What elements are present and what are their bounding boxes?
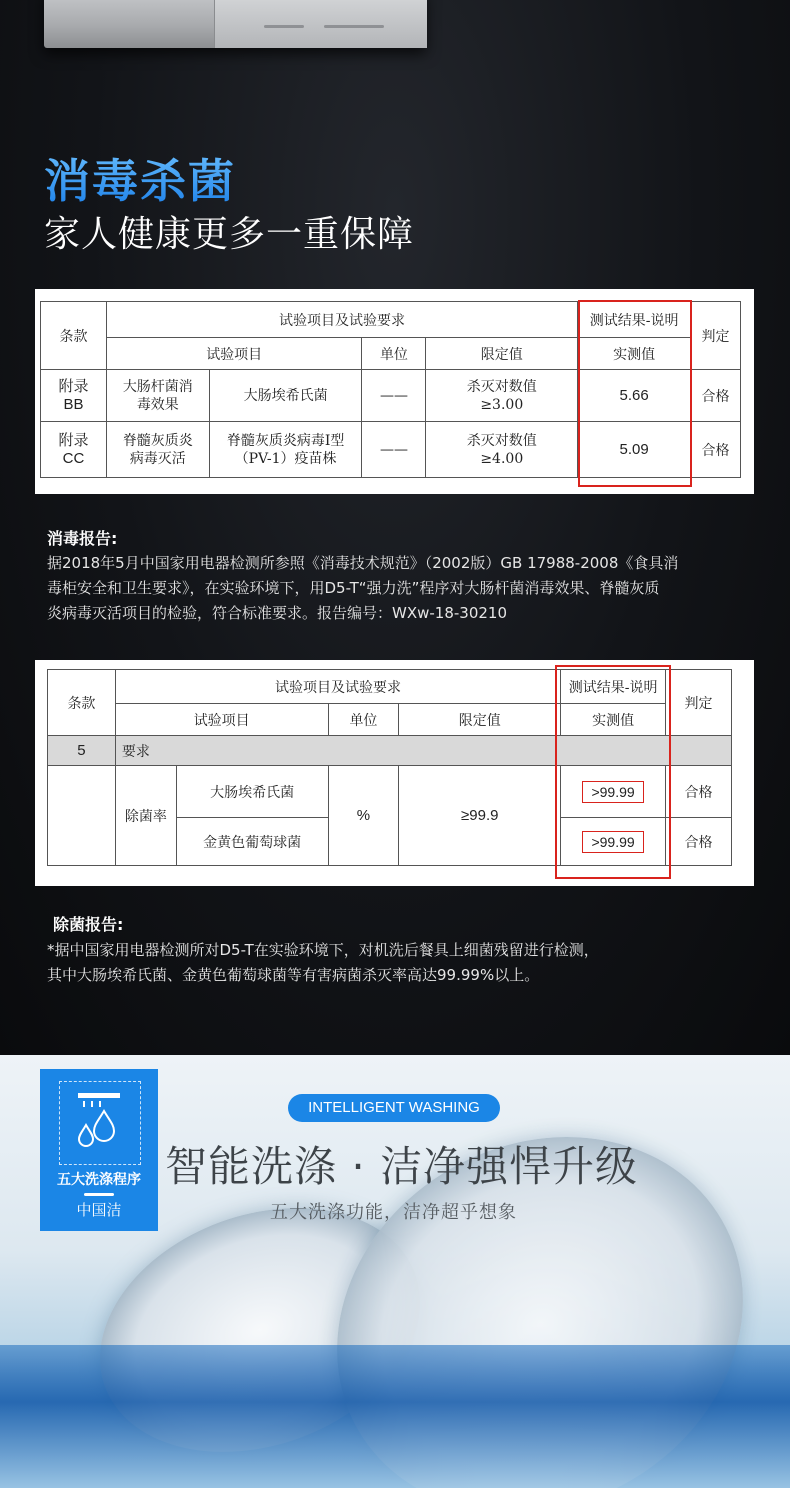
table-row bbox=[48, 766, 732, 818]
cell-judge: 合格 bbox=[666, 766, 732, 818]
header-items-requirements: 试验项目及试验要求 bbox=[115, 670, 560, 704]
disinfection-table bbox=[40, 301, 741, 478]
rate-label: 除菌率 bbox=[115, 766, 176, 866]
header-judge: 判定 bbox=[666, 670, 732, 736]
cell-value: 5.09 bbox=[578, 422, 691, 478]
section-number: 5 bbox=[48, 736, 116, 766]
cell-judge: 合格 bbox=[666, 818, 732, 866]
sterilization-report-body: *据中国家用电器检测所对D5-T在实验环境下，对机洗后餐具上细菌残留进行检测， 其中大肠埃希氏菌、金黄色葡萄球菌等有害病菌杀灭率高达99.99%以上。 bbox=[47, 941, 599, 984]
cell-judge: 合格 bbox=[691, 370, 741, 422]
cell-unit: —— bbox=[362, 422, 426, 478]
header-measured: 实测值 bbox=[561, 704, 666, 736]
cell-value: 5.66 bbox=[578, 370, 691, 422]
sterilization-table bbox=[47, 669, 732, 866]
cell-unit: —— bbox=[362, 370, 426, 422]
value-highlight: >99.99 bbox=[582, 831, 643, 853]
cell-limit: ≥99.9 bbox=[399, 766, 561, 866]
cell-item: 金黄色葡萄球菌 bbox=[176, 818, 328, 866]
badge-subtitle: 中国洁 bbox=[76, 1201, 122, 1219]
cell-clause: 附录 CC bbox=[41, 422, 107, 478]
header-limit: 限定值 bbox=[399, 704, 561, 736]
header-clause: 条款 bbox=[41, 302, 107, 370]
disinfection-table-card bbox=[35, 289, 754, 494]
cell-limit: 杀灭对数值 ≥3.00 bbox=[426, 370, 578, 422]
cell-item-b: 脊髓灰质炎病毒Ⅰ型 （PV-1）疫苗株 bbox=[209, 422, 362, 478]
sterilization-table-card bbox=[35, 660, 754, 886]
cell-item: 大肠埃希氏菌 bbox=[176, 766, 328, 818]
header-judge: 判定 bbox=[691, 302, 741, 370]
cell-unit: % bbox=[328, 766, 399, 866]
section-row bbox=[48, 736, 732, 766]
cell-limit: 杀灭对数值 ≥4.00 bbox=[426, 422, 578, 478]
cell-item-a: 大肠杆菌消 毒效果 bbox=[106, 370, 209, 422]
intelligent-washing-pill: INTELLIGENT WASHING bbox=[288, 1094, 500, 1122]
header-unit: 单位 bbox=[328, 704, 399, 736]
table-row bbox=[41, 370, 741, 422]
water-splash bbox=[0, 1345, 790, 1488]
header-items-requirements: 试验项目及试验要求 bbox=[106, 302, 577, 338]
header-item: 试验项目 bbox=[106, 338, 362, 370]
washing-title: 智能洗涤 · 洁净强悍升级 bbox=[165, 1142, 639, 1191]
cell-item-b: 大肠埃希氏菌 bbox=[209, 370, 362, 422]
header-limit: 限定值 bbox=[426, 338, 578, 370]
header-clause: 条款 bbox=[48, 670, 116, 736]
header-result: 测试结果-说明 bbox=[578, 302, 691, 338]
section-title: 消毒杀菌 bbox=[44, 145, 236, 211]
program-badge bbox=[40, 1069, 158, 1231]
cell-item-a: 脊髓灰质炎 病毒灭活 bbox=[106, 422, 209, 478]
header-measured: 实测值 bbox=[578, 338, 691, 370]
header-item: 试验项目 bbox=[115, 704, 328, 736]
disinfection-report-body: 据2018年5月中国家用电器检测所参照《消毒技术规范》（2002版）GB 17988-2008《食具消 毒柜安全和卫生要求》，在实验环境下，用D5-T“强力洗”程序对大肠杆菌消毒效果、脊髓灰质 炎病毒灭活项目的检验，符合标准要求。报告编号：WXw-18-30210 bbox=[47, 554, 679, 622]
header-result: 测试结果-说明 bbox=[561, 670, 666, 704]
washing-subtitle: 五大洗涤功能，洁净超乎想象 bbox=[270, 1202, 517, 1223]
section-subtitle: 家人健康更多一重保障 bbox=[44, 214, 415, 255]
disinfection-report-title: 消毒报告: bbox=[47, 529, 118, 548]
droplets-icon bbox=[70, 1091, 128, 1153]
badge-title: 五大洗涤程序 bbox=[57, 1172, 141, 1188]
section-label: 要求 bbox=[115, 736, 731, 766]
product-image bbox=[44, 0, 426, 48]
cell-judge: 合格 bbox=[691, 422, 741, 478]
table-row bbox=[41, 422, 741, 478]
value-highlight: >99.99 bbox=[582, 781, 643, 803]
sterilization-report-title: 除菌报告: bbox=[53, 915, 124, 934]
header-unit: 单位 bbox=[362, 338, 426, 370]
cell-clause: 附录 BB bbox=[41, 370, 107, 422]
